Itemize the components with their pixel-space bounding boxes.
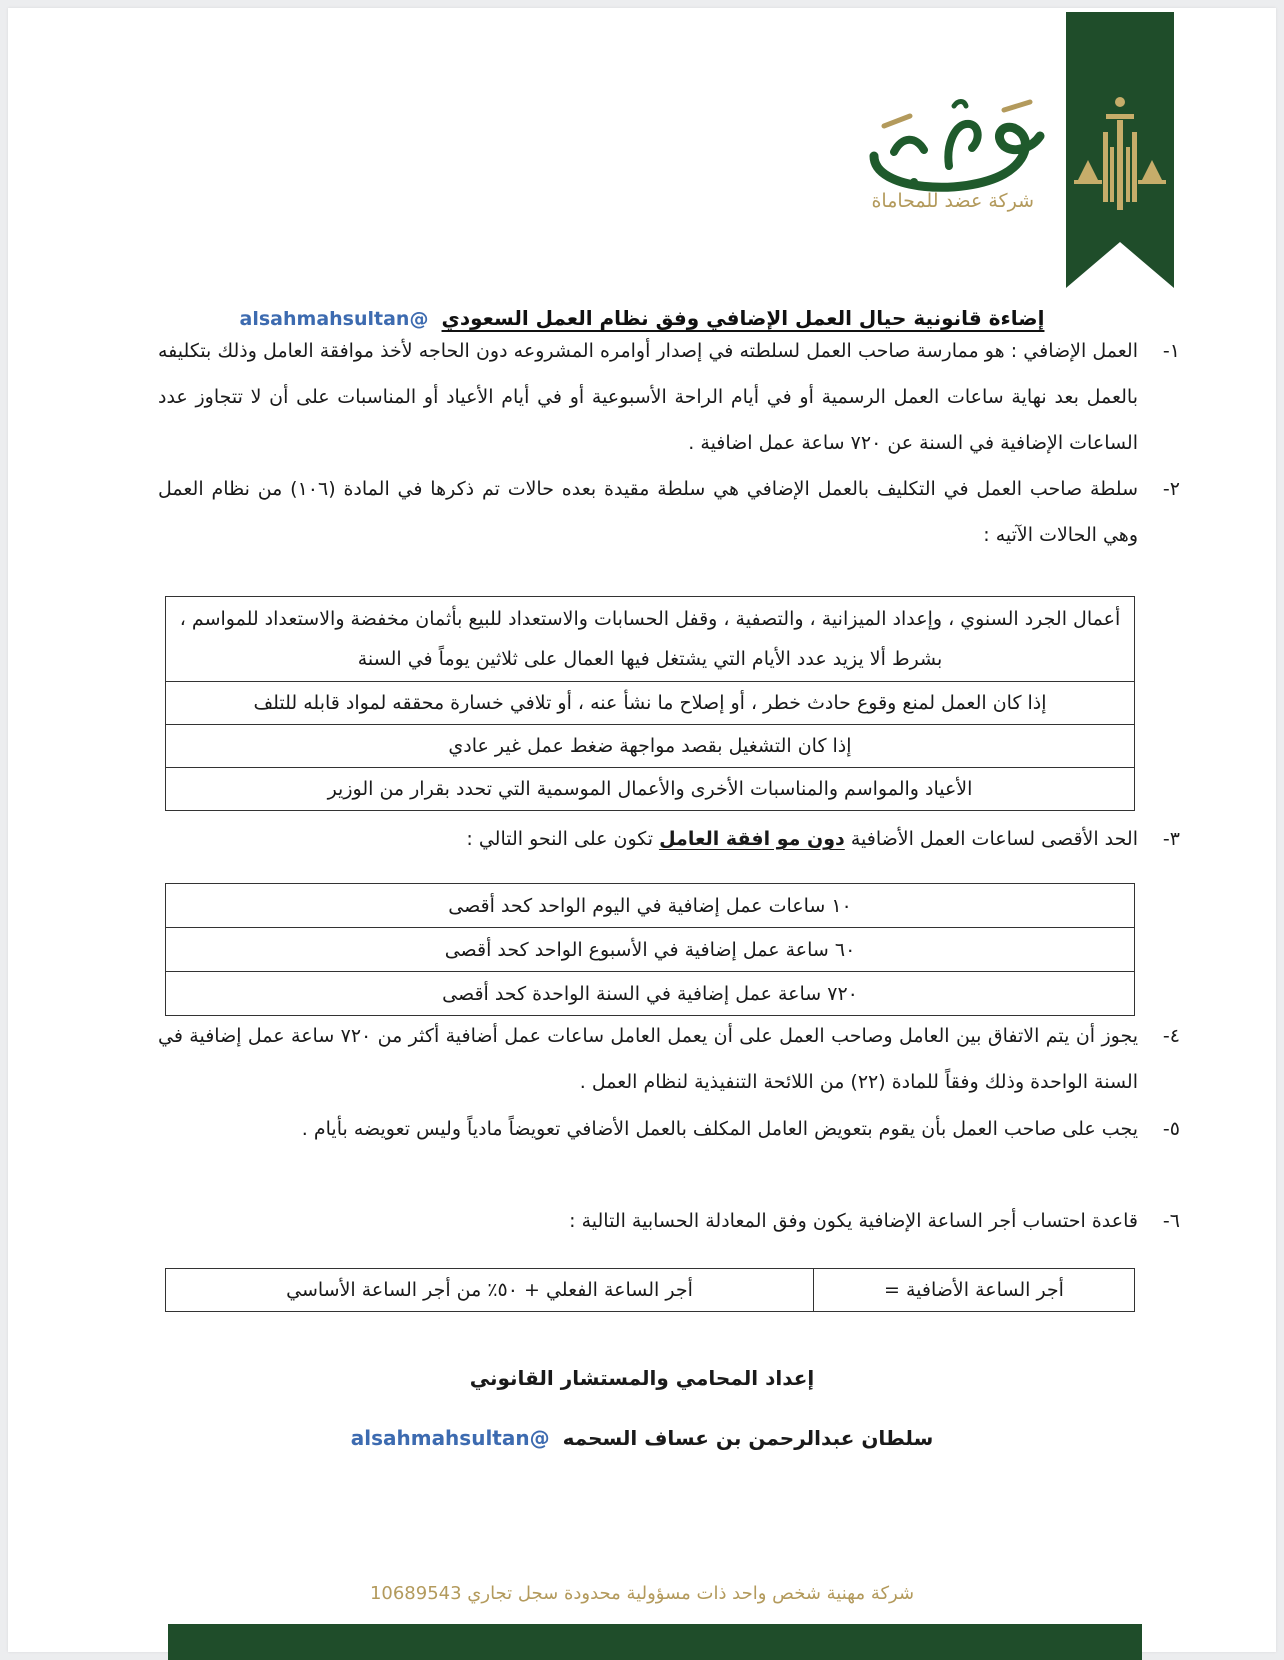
adhad-logo-word [854,96,1050,204]
item-number: ١- [1162,340,1180,362]
title-text: إضاءة قانونية حيال العمل الإضافي وفق نظام العمل السعودي [441,306,1045,330]
title-social-handle[interactable]: @alsahmahsultan [239,308,429,330]
table-cell: أعمال الجرد السنوي ، وإعداد الميزانية ، والتصفية ، وقفل الحسابات والاستعداد للبيع بأثمان مخفضة والاستعداد للمواسم ، بشرط ألا يزيد عدد الأيام التي يشتغل فيها العمال على ثلاثين يوماً في السنة [166,597,1135,682]
overtime-cases-table [165,596,1135,811]
item-text: يجوز أن يتم الاتفاق بين العامل وصاحب العمل على أن يعمل العامل ساعات عمل أضافية أكثر من ٧٢٠ ساعة عمل إضافية في السنة الواحدة وذلك وفقاً للمادة (٢٢) من اللائحة التنفيذية لنظام العمل . [158,1025,1138,1093]
table-cell: إذا كان العمل لمنع وقوع حادث خطر ، أو إصلاح ما نشأ عنه ، أو تلافي خسارة محققه لمواد قابله للتلف [166,682,1135,725]
list-item [158,1198,1180,1244]
overtime-formula-table [165,1268,1135,1312]
list-item [158,1106,1180,1152]
list-item [158,466,1180,558]
table-cell: إذا كان التشغيل بقصد مواجهة ضغط عمل غير عادي [166,725,1135,768]
table-cell: ٧٢٠ ساعة عمل إضافية في السنة الواحدة كحد أقصى [166,972,1135,1016]
item-text: قاعدة احتساب أجر الساعة الإضافية يكون وفق المعادلة الحسابية التالية : [569,1210,1138,1232]
table-cell: الأعياد والمواسم والمناسبات الأخرى والأعمال الموسمية التي تحدد بقرار من الوزير [166,768,1135,811]
list-item [158,816,1180,862]
scales-of-justice-icon [1066,12,1174,288]
item-number: ٤- [1162,1025,1180,1047]
formula-right-cell: أجر الساعة الفعلي + ٥٠٪ من أجر الساعة الأساسي [166,1269,814,1312]
list-item [158,1013,1180,1105]
logo-caption: شركة عضد للمحاماة [871,190,1034,212]
item-text: العمل الإضافي : هو ممارسة صاحب العمل لسلطته في إصدار أوامره المشروعه دون الحاجه لأخذ موافقة العامل وذلك بتكليفه بالعمل بعد نهاية ساعات العمل الرسمية أو في أيام الراحة الأسبوعية أو في أيام الأعياد أو المناسبات على أن لا تتجاوز عدد الساعات الإضافية في السنة عن ٧٢٠ ساعة عمل اضافية . [158,340,1138,454]
item-text: سلطة صاحب العمل في التكليف بالعمل الإضافي هي سلطة مقيدة بعده حالات تم ذكرها في المادة (١٠٦) من نظام العمل وهي الحالات الآتيه : [158,478,1138,546]
document-page [8,8,1276,1652]
overtime-limits-table [165,883,1135,1016]
prepared-by: إعداد المحامي والمستشار القانوني [469,1366,815,1390]
item-number: ٦- [1162,1210,1180,1232]
list-item [158,328,1180,466]
author-name: سلطان عبدالرحمن بن عساف السحمه [562,1426,934,1450]
table-cell: ٦٠ ساعة عمل إضافية في الأسبوع الواحد كحد أقصى [166,928,1135,972]
formula-left-cell: أجر الساعة الأضافية = [814,1269,1135,1312]
author-social-handle[interactable]: @alsahmahsultan [350,1426,550,1450]
item-number: ٥- [1162,1118,1180,1140]
table-cell: ١٠ ساعات عمل إضافية في اليوم الواحد كحد أقصى [166,884,1135,928]
item-number: ٢- [1162,478,1180,500]
item-text-before: الحد الأقصى لساعات العمل الأضافية [850,828,1138,850]
footer-text: شركة مهنية شخص واحد ذات مسؤولية محدودة سجل تجاري 10689543 [369,1583,915,1604]
author-line [8,1426,1276,1450]
item-text-emphasis: دون مو افقة العامل [659,828,845,850]
item-text-after: تكون على النحو التالي : [466,828,654,850]
item-number: ٣- [1162,828,1180,850]
item-text: يجب على صاحب العمل بأن يقوم بتعويض العامل المكلف بالعمل الأضافي تعويضاً مادياً وليس تعويضه بأيام . [301,1118,1138,1140]
footer-bar [168,1624,1142,1660]
